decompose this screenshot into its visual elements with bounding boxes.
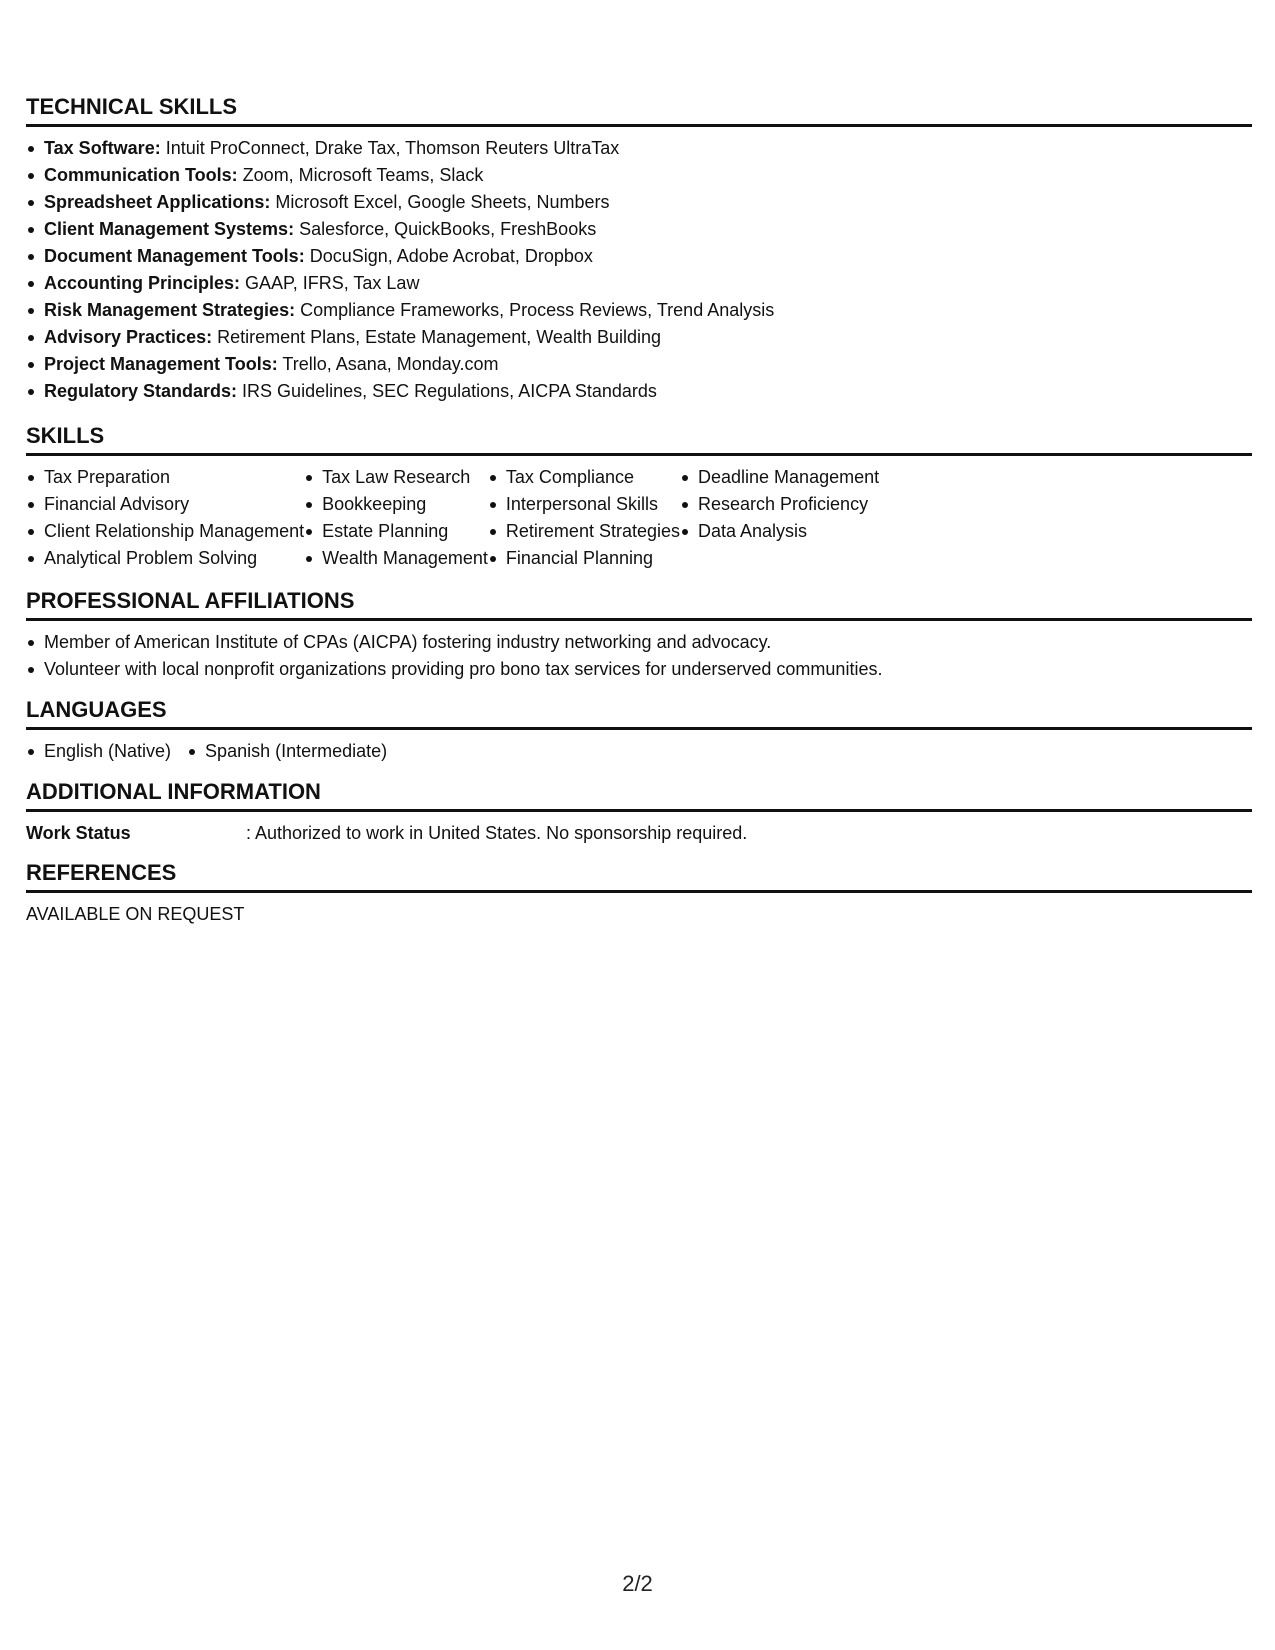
list-item bbox=[26, 135, 1252, 162]
section-divider bbox=[26, 618, 1252, 621]
skill-category-value: IRS Guidelines, SEC Regulations, AICPA Standards bbox=[237, 381, 657, 401]
skill-category-value: Microsoft Excel, Google Sheets, Numbers bbox=[270, 192, 610, 212]
skill-category-value: Compliance Frameworks, Process Reviews, Trend Analysis bbox=[295, 300, 775, 320]
affiliations-section bbox=[26, 586, 1252, 683]
skill-category-value: DocuSign, Adobe Acrobat, Dropbox bbox=[304, 246, 593, 266]
list-item: Bookkeeping bbox=[304, 491, 488, 518]
list-item bbox=[26, 351, 1252, 378]
section-heading-technical-skills: TECHNICAL SKILLS bbox=[26, 94, 238, 119]
list-item bbox=[26, 162, 1252, 189]
references-section bbox=[26, 858, 1252, 927]
section-heading-skills: SKILLS bbox=[26, 423, 105, 448]
section-heading-affiliations: PROFESSIONAL AFFILIATIONS bbox=[26, 588, 355, 613]
skill-category-value: Retirement Plans, Estate Management, Wealth Building bbox=[212, 327, 661, 347]
list-item: Tax Law Research bbox=[304, 464, 488, 491]
list-item: Data Analysis bbox=[680, 518, 879, 545]
info-key: Work Status bbox=[26, 823, 131, 843]
skill-category-label: Regulatory Standards: bbox=[44, 381, 238, 401]
list-item bbox=[26, 270, 1252, 297]
skill-category-label: Project Management Tools: bbox=[44, 354, 278, 374]
list-item: Estate Planning bbox=[304, 518, 488, 545]
skill-category-value: Salesforce, QuickBooks, FreshBooks bbox=[294, 219, 597, 239]
skill-category-value: Zoom, Microsoft Teams, Slack bbox=[237, 165, 484, 185]
list-item: Financial Advisory bbox=[26, 491, 304, 518]
skills-column bbox=[488, 464, 680, 572]
list-item: Tax Compliance bbox=[488, 464, 680, 491]
skill-category-label: Accounting Principles: bbox=[44, 273, 241, 293]
list-item: Interpersonal Skills bbox=[488, 491, 680, 518]
section-divider bbox=[26, 727, 1252, 730]
skill-category-label: Document Management Tools: bbox=[44, 246, 305, 266]
section-divider bbox=[26, 809, 1252, 812]
languages-section bbox=[26, 695, 1252, 765]
skills-section bbox=[26, 421, 1252, 572]
page-number: 2/2 bbox=[622, 1571, 653, 1596]
references-text: AVAILABLE ON REQUEST bbox=[26, 904, 245, 924]
technical-skills-section bbox=[26, 92, 1252, 405]
section-heading-languages: LANGUAGES bbox=[26, 697, 167, 722]
list-item: Wealth Management bbox=[304, 545, 488, 572]
skills-column bbox=[304, 464, 488, 572]
list-item bbox=[26, 216, 1252, 243]
list-item: Research Proficiency bbox=[680, 491, 879, 518]
skills-grid bbox=[26, 464, 1252, 572]
skills-column bbox=[26, 464, 304, 572]
list-item bbox=[26, 324, 1252, 351]
skill-category-label: Client Management Systems: bbox=[44, 219, 295, 239]
skill-category-label: Advisory Practices: bbox=[44, 327, 213, 347]
skill-category-label: Tax Software: bbox=[44, 138, 161, 158]
section-divider bbox=[26, 453, 1252, 456]
list-item: Spanish (Intermediate) bbox=[187, 738, 387, 765]
info-value: : Authorized to work in United States. No sponsorship required. bbox=[246, 823, 748, 843]
list-item: Volunteer with local nonprofit organizations providing pro bono tax services for underserved communities. bbox=[26, 656, 1252, 683]
skill-category-value: Intuit ProConnect, Drake Tax, Thomson Reuters UltraTax bbox=[160, 138, 620, 158]
list-item: Deadline Management bbox=[680, 464, 879, 491]
skill-category-label: Risk Management Strategies: bbox=[44, 300, 296, 320]
list-item: Tax Preparation bbox=[26, 464, 304, 491]
skill-category-label: Spreadsheet Applications: bbox=[44, 192, 271, 212]
list-item: Analytical Problem Solving bbox=[26, 545, 304, 572]
skill-category-value: GAAP, IFRS, Tax Law bbox=[240, 273, 420, 293]
technical-skills-list bbox=[26, 135, 1252, 405]
languages-list bbox=[26, 738, 1252, 765]
section-divider bbox=[26, 124, 1252, 127]
additional-info-section bbox=[26, 777, 1252, 846]
list-item: Financial Planning bbox=[488, 545, 680, 572]
list-item: Client Relationship Management bbox=[26, 518, 304, 545]
list-item: Member of American Institute of CPAs (AICPA) fostering industry networking and advocacy. bbox=[26, 629, 1252, 656]
list-item: English (Native) bbox=[26, 738, 171, 765]
list-item: Retirement Strategies bbox=[488, 518, 680, 545]
skill-category-value: Trello, Asana, Monday.com bbox=[277, 354, 499, 374]
section-heading-references: REFERENCES bbox=[26, 860, 177, 885]
section-divider bbox=[26, 890, 1252, 893]
section-heading-additional-info: ADDITIONAL INFORMATION bbox=[26, 779, 321, 804]
skills-column bbox=[680, 464, 879, 572]
list-item bbox=[26, 378, 1252, 405]
list-item bbox=[26, 243, 1252, 270]
list-item bbox=[26, 297, 1252, 324]
affiliations-list bbox=[26, 629, 1252, 683]
info-row-work-status bbox=[26, 820, 1252, 846]
skill-category-label: Communication Tools: bbox=[44, 165, 238, 185]
resume-page-content bbox=[26, 92, 1252, 927]
list-item bbox=[26, 189, 1252, 216]
